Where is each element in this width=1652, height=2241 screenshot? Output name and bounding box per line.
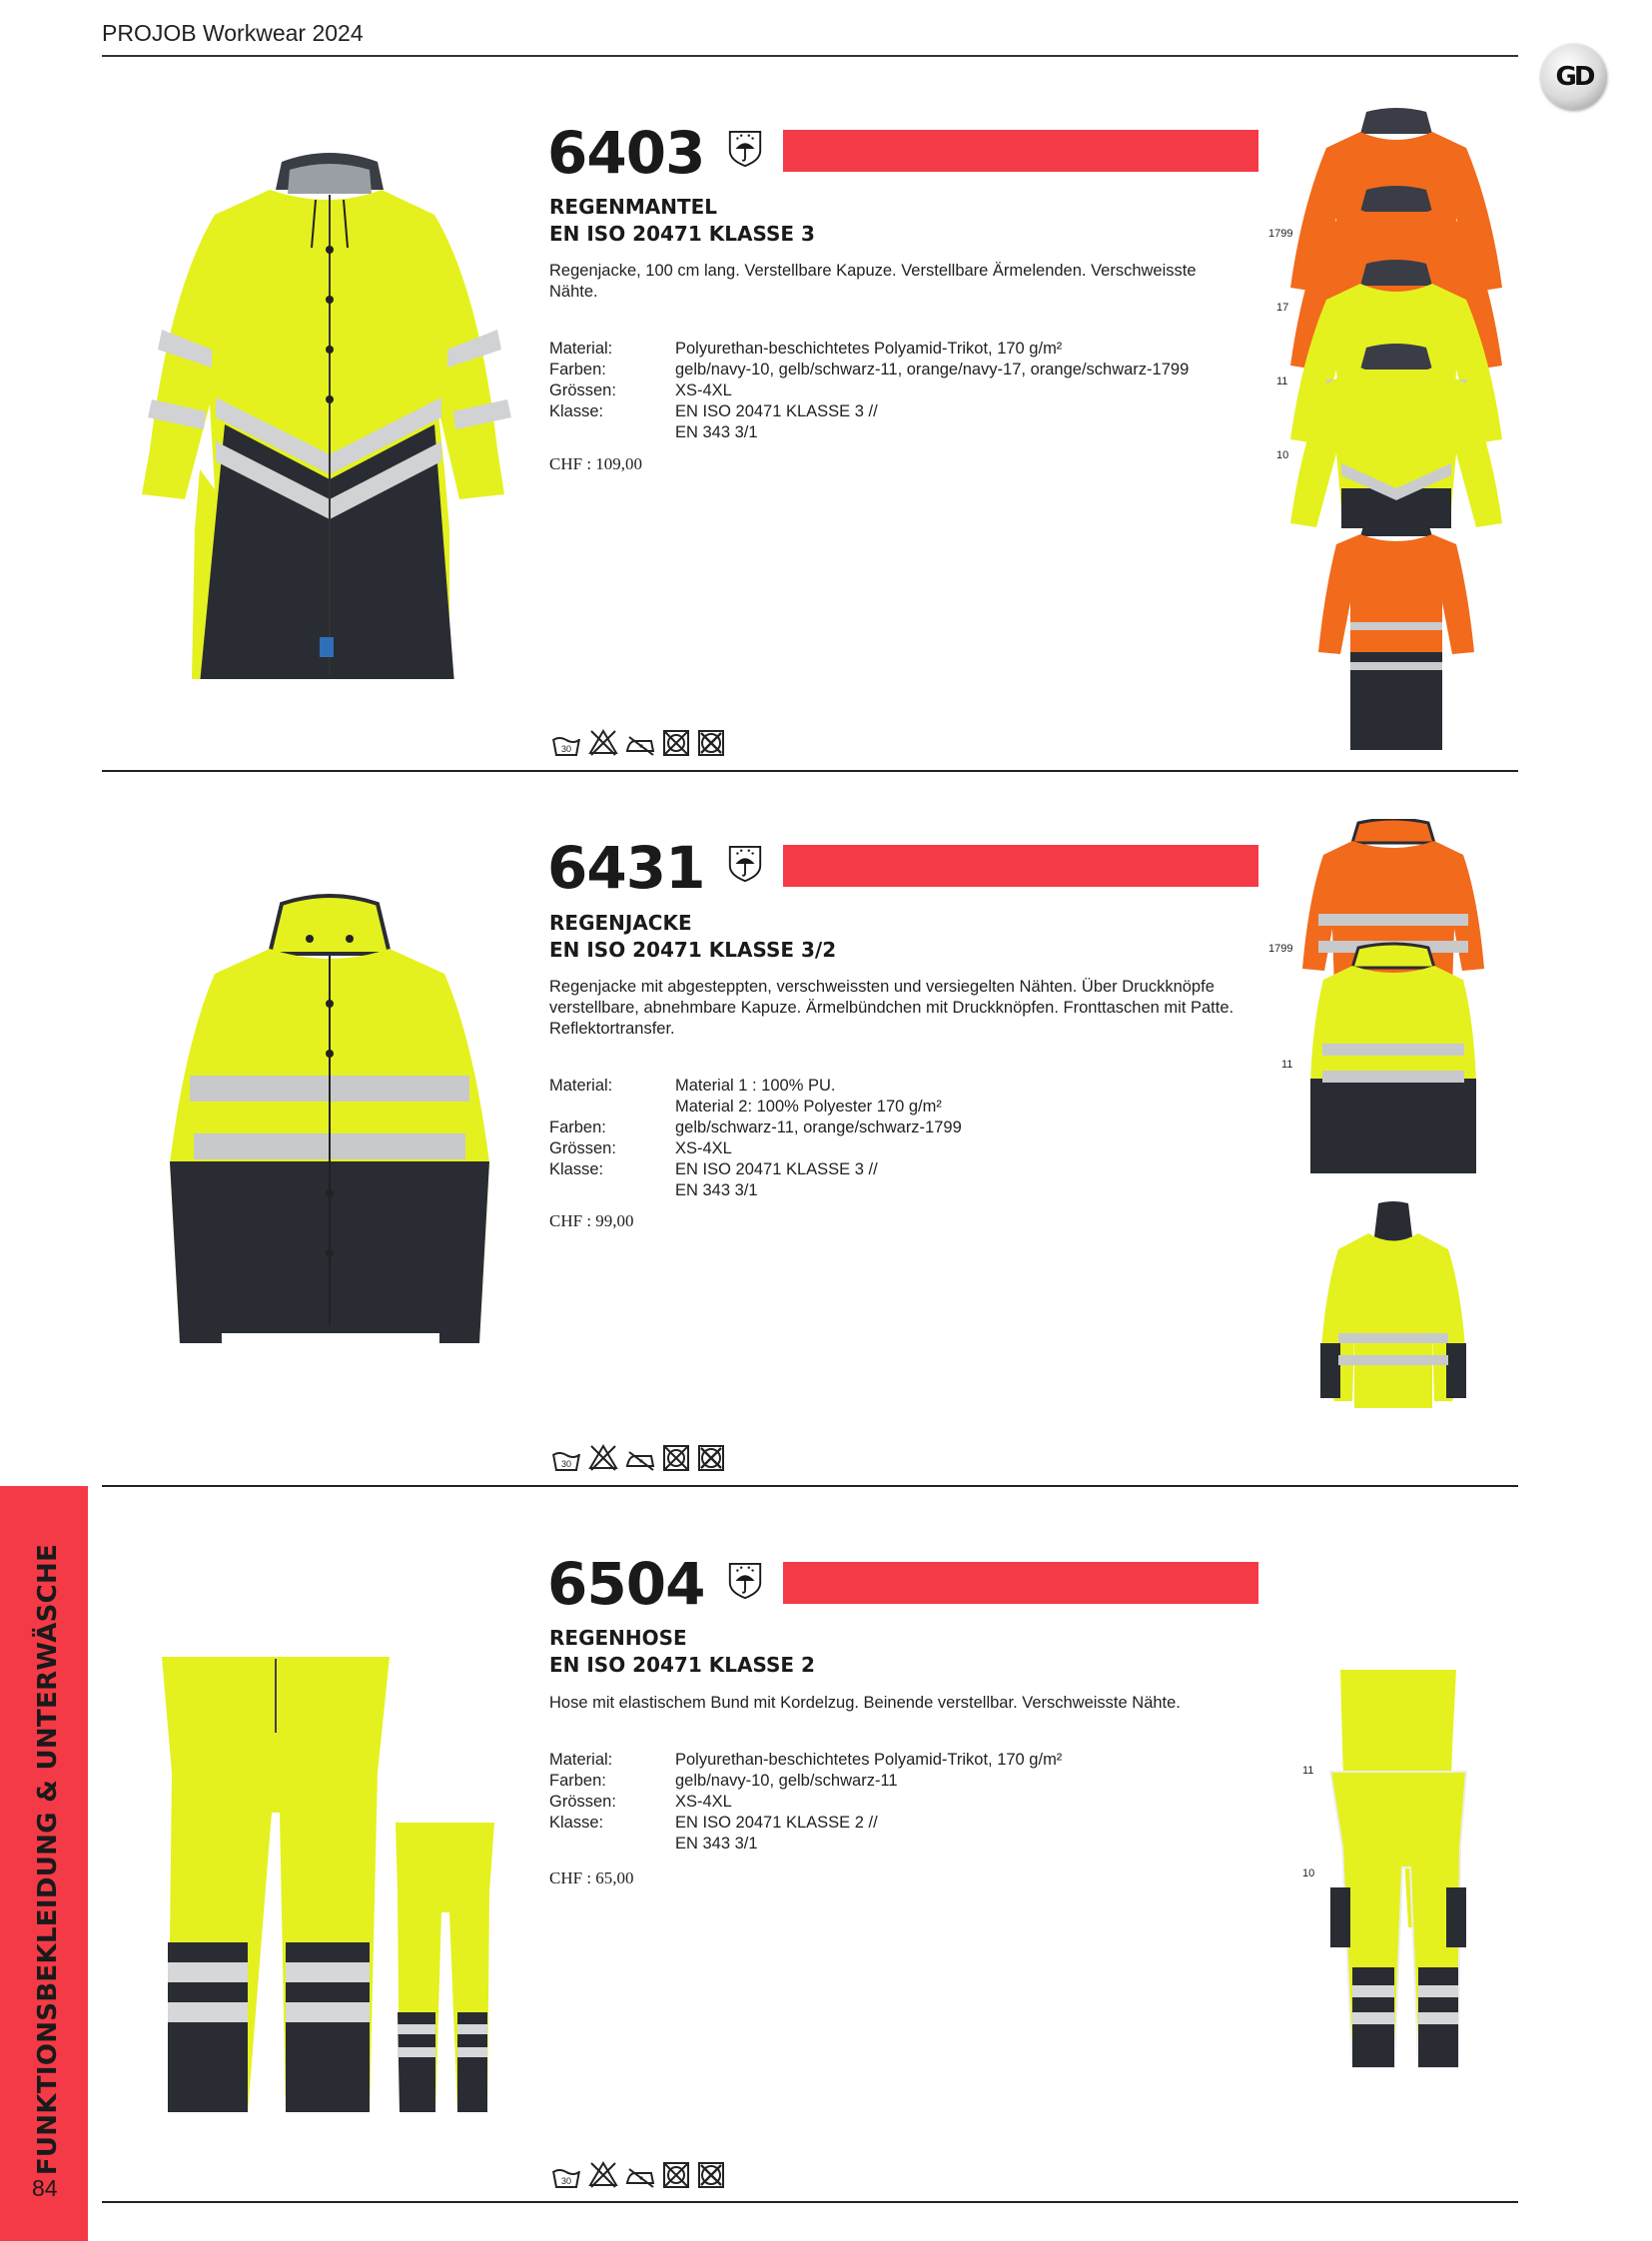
no-tumble-dry-icon xyxy=(662,729,690,757)
care-icons xyxy=(551,2161,725,2189)
product-price: CHF : 109,00 xyxy=(549,454,643,473)
iron-low-icon xyxy=(625,729,655,757)
color-code-label: 17 xyxy=(1276,302,1289,314)
product-name: REGENJACKE EN ISO 20471 KLASSE 3/2 xyxy=(549,911,837,962)
spec-row: Farben: gelb/navy-10, gelb/schwarz-11, orange/navy-17, orange/schwarz-1799 xyxy=(549,361,1190,378)
no-bleach-icon xyxy=(588,1444,618,1472)
spec-row: Klasse: EN ISO 20471 KLASSE 3 // xyxy=(549,402,878,420)
care-icons xyxy=(551,729,725,757)
product-specs xyxy=(549,339,1189,443)
no-tumble-dry-icon xyxy=(662,1444,690,1472)
header-rule xyxy=(102,55,1518,57)
color-variant-images xyxy=(1328,1668,1468,2072)
spec-row: Material 2: 100% Polyester 170 g/m² xyxy=(675,1098,942,1116)
product-number-6504: 6504 xyxy=(547,1550,705,1618)
spec-row: Grössen: XS-4XL xyxy=(549,1139,732,1157)
wash-30-icon xyxy=(551,2163,581,2189)
iron-low-icon xyxy=(625,2161,655,2189)
product-price: CHF : 65,00 xyxy=(549,1868,634,1887)
spec-row: Material: Polyurethan-beschichtetes Polyamid-Trikot, 170 g/m² xyxy=(549,340,1063,358)
rain-trousers-product-image xyxy=(160,1653,509,2117)
spec-row: Klasse: EN ISO 20471 KLASSE 2 // xyxy=(549,1814,878,1832)
product-description: Regenjacke, 100 cm lang. Verstellbare Kapuze. Verstellbare Ärmelenden. Verschweisste Nähte. xyxy=(549,262,1197,301)
product-number-6403: 6403 xyxy=(547,119,705,187)
spec-row: Farben: gelb/schwarz-11, orange/schwarz-1799 xyxy=(549,1119,962,1136)
wash-30-icon xyxy=(551,731,581,757)
spec-row: Material: Polyurethan-beschichtetes Polyamid-Trikot, 170 g/m² xyxy=(549,1751,1063,1769)
iron-low-icon xyxy=(625,1444,655,1472)
spec-row: EN 343 3/1 xyxy=(675,1181,758,1199)
product-name: REGENMANTEL EN ISO 20471 KLASSE 3 xyxy=(549,195,815,246)
page-number: 84 xyxy=(32,2175,58,2201)
color-variant-images xyxy=(1286,108,1506,757)
color-code-label: 10 xyxy=(1276,449,1289,461)
rain-jacket-product-image xyxy=(160,894,499,1353)
product-number-6431: 6431 xyxy=(547,834,705,902)
color-code-label: 10 xyxy=(1302,1868,1315,1879)
umbrella-icon xyxy=(727,1562,763,1600)
no-dry-clean-icon xyxy=(697,729,725,757)
color-code-label: 11 xyxy=(1302,1765,1314,1777)
no-dry-clean-icon xyxy=(697,2161,725,2189)
care-icons xyxy=(551,1444,725,1472)
spec-row: Farben: gelb/navy-10, gelb/schwarz-11 xyxy=(549,1772,898,1790)
color-code-label: 1799 xyxy=(1268,228,1293,240)
spec-row: Material: Material 1 : 100% PU. xyxy=(549,1077,836,1095)
header-accent-bar xyxy=(783,845,1258,887)
raincoat-product-image xyxy=(120,150,539,679)
spec-row: EN 343 3/1 xyxy=(675,1835,758,1853)
header-title: PROJOB Workwear 2024 xyxy=(102,20,364,46)
product-specs xyxy=(549,1076,962,1201)
color-code-label: 11 xyxy=(1276,375,1288,387)
product-price: CHF : 99,00 xyxy=(549,1211,634,1230)
spec-row: Klasse: EN ISO 20471 KLASSE 3 // xyxy=(549,1160,878,1178)
header-accent-bar xyxy=(783,1562,1258,1604)
color-variant-images xyxy=(1298,819,1488,1438)
product-name: REGENHOSE EN ISO 20471 KLASSE 2 xyxy=(549,1626,815,1677)
section-divider xyxy=(102,1485,1518,1487)
section-divider xyxy=(102,770,1518,772)
product-specs xyxy=(549,1750,1062,1855)
no-bleach-icon xyxy=(588,729,618,757)
color-code-label: 11 xyxy=(1281,1059,1293,1071)
umbrella-icon xyxy=(727,130,763,168)
product-description: Hose mit elastischem Bund mit Kordelzug. Beinende verstellbar. Verschweisste Nähte. xyxy=(549,1694,1181,1712)
header-accent-bar xyxy=(783,130,1258,172)
spec-row: Grössen: XS-4XL xyxy=(549,1793,732,1811)
no-dry-clean-icon xyxy=(697,1444,725,1472)
category-side-tab-label: FUNKTIONSBEKLEIDUNG & UNTERWÄSCHE xyxy=(33,1543,63,2176)
no-tumble-dry-icon xyxy=(662,2161,690,2189)
umbrella-icon xyxy=(727,845,763,883)
spec-row: EN 343 3/1 xyxy=(675,423,758,441)
section-divider xyxy=(102,2201,1518,2203)
no-bleach-icon xyxy=(588,2161,618,2189)
product-description: Regenjacke mit abgesteppten, verschweissten und versiegelten Nähten. Über Druckknöpfe verstellbare, abnehmbare Kapuze. Ärmelbündchen mit Druckknöpfen. Fronttaschen mit Patte. Reflektortransfer. xyxy=(549,978,1235,1038)
color-code-label: 1799 xyxy=(1268,943,1293,955)
wash-30-icon xyxy=(551,1446,581,1472)
brand-logo: GD xyxy=(1541,44,1607,110)
spec-row: Grössen: XS-4XL xyxy=(549,381,732,399)
